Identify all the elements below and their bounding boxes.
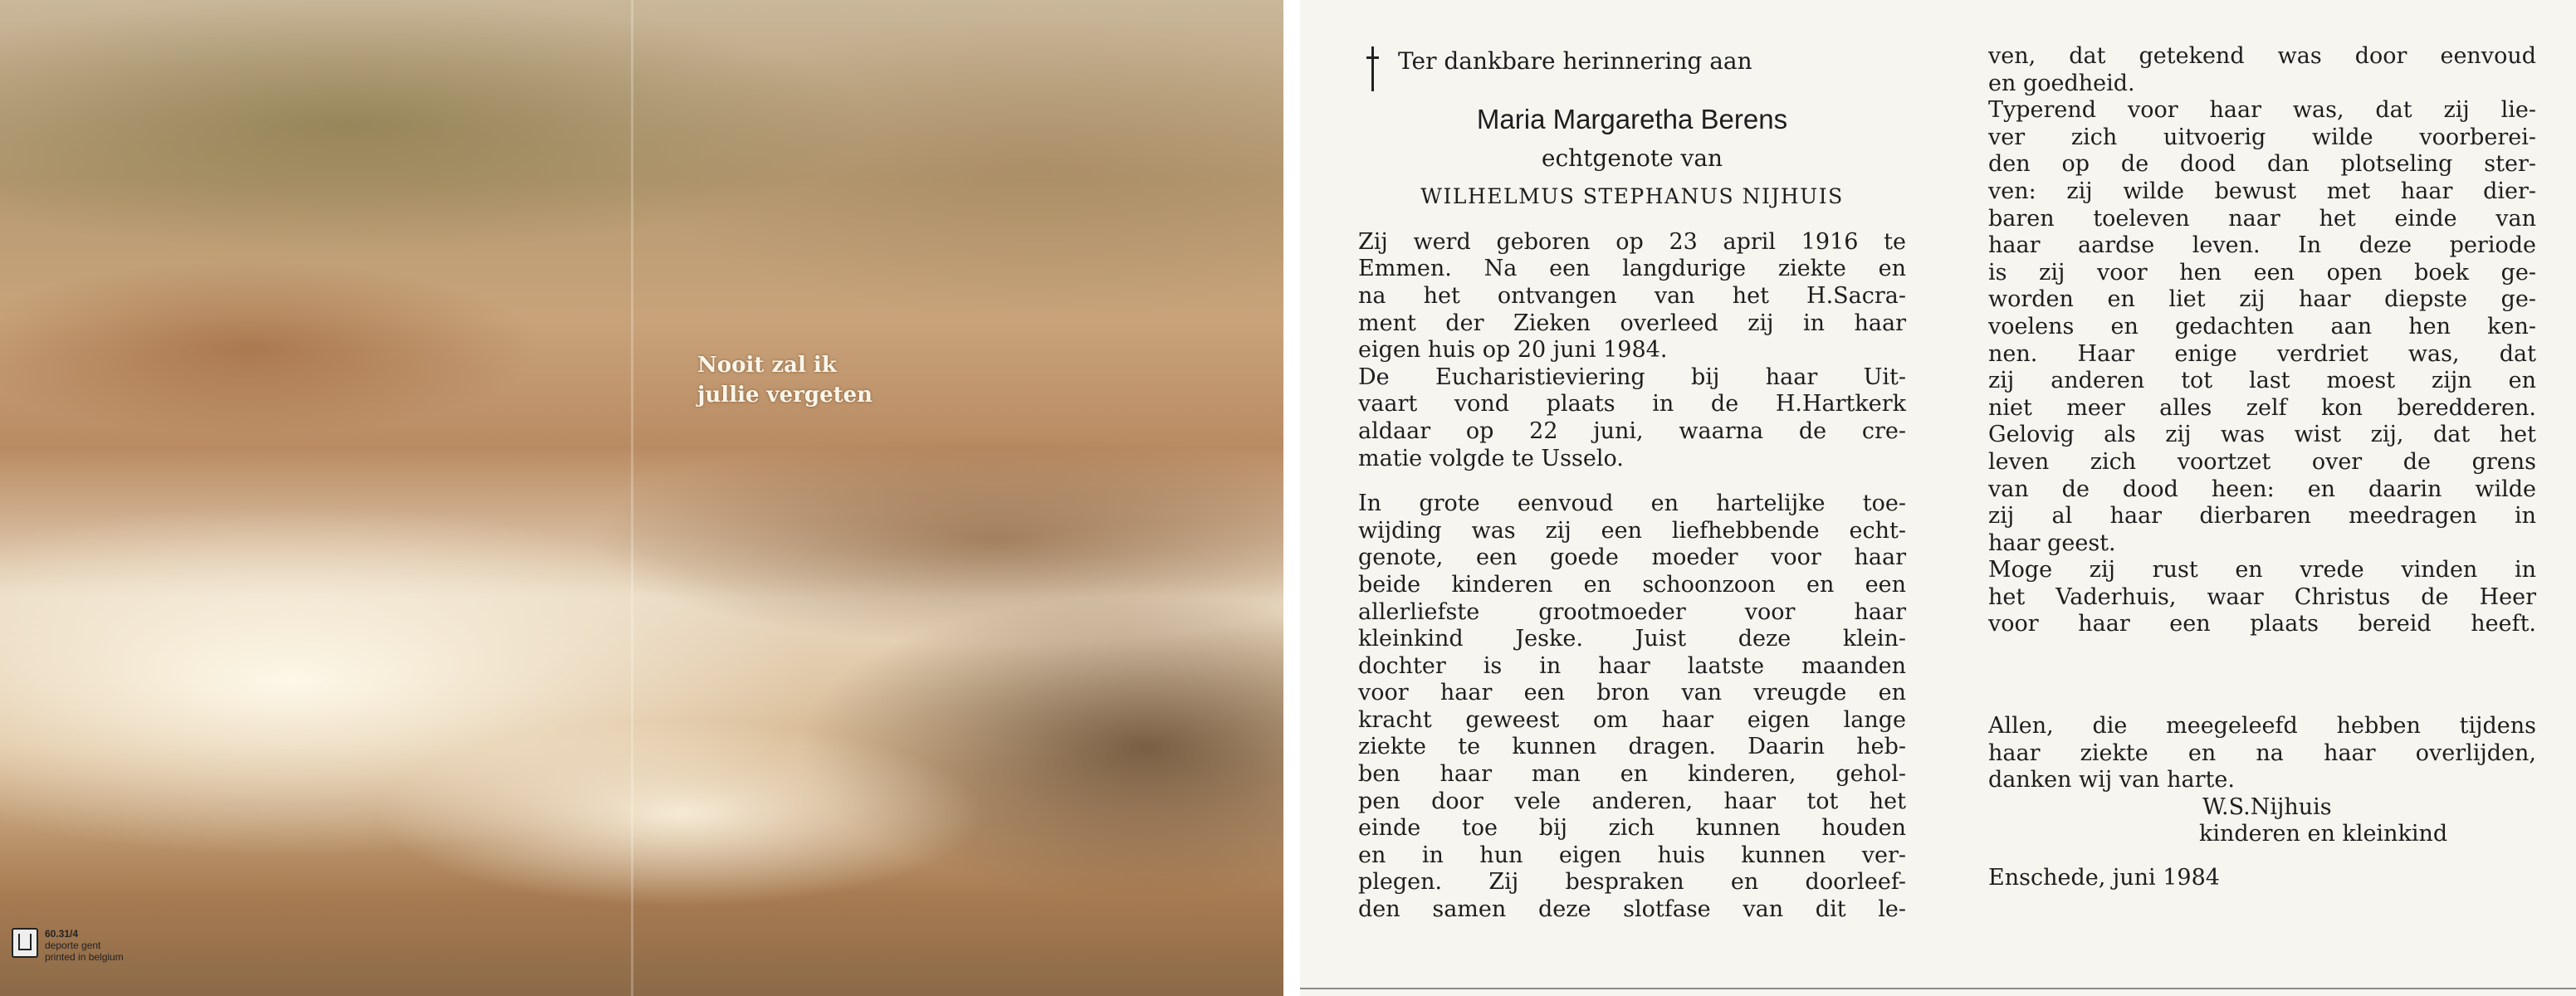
text-line: het Vaderhuis, waar Christus de Heer: [1988, 583, 2536, 610]
text-line: pen door vele anderen, haar tot het: [1358, 788, 1906, 814]
cover-photo: [0, 0, 1283, 996]
text-line: Zij werd geboren op 23 april 1916 te: [1358, 228, 1906, 255]
text-line: eigen huis op 20 juni 1984.: [1358, 337, 1668, 364]
text-line: baren toeleven naar het einde van: [1988, 205, 2536, 232]
text-line: na het ontvangen van het H.Sacra-: [1358, 282, 1906, 309]
printer-line: deporte gent: [45, 940, 101, 951]
printer-code: 60.31/4: [45, 928, 79, 940]
text-line: leven zich voortzet over de grens: [1988, 448, 2536, 475]
text-line: Moge zij rust en vrede vinden in: [1988, 557, 2536, 583]
text-line: ven: zij wilde bewust met haar dier-: [1988, 178, 2536, 204]
text-line: haar geest.: [1988, 530, 2116, 556]
signature-block: [1988, 794, 2536, 848]
spouse-label: echtgenote van: [1541, 144, 1723, 172]
text-line: zij al haar dierbaren meedragen in: [1988, 503, 2536, 530]
text-line: danken wij van harte.: [1988, 767, 2235, 793]
text-line: dochter is in haar laatste maanden: [1358, 652, 1906, 679]
card-fold: [631, 0, 633, 996]
biography-paragraph: [1358, 229, 1906, 472]
text-line: In grote eenvoud en hartelijke toe-: [1358, 491, 1906, 517]
page-gap: [1283, 0, 1300, 996]
signature-line: W.S.Nijhuis: [2202, 793, 2332, 820]
deceased-name: Maria Margaretha Berens: [1476, 104, 1788, 134]
tribute-paragraph: [1358, 491, 1906, 924]
text-line: voor haar een bron van vreugde en: [1358, 680, 1906, 706]
text-line: van de dood heen: en daarin wilde: [1988, 476, 2536, 502]
text-line: worden en liet zij haar diepste ge-: [1988, 286, 2536, 313]
cross-icon: [1366, 46, 1378, 91]
printer-info: [45, 928, 124, 963]
text-line: ben haar man en kinderen, gehol-: [1358, 761, 1906, 788]
cover-caption-line: Nooit zal ik: [697, 353, 837, 378]
text-line: Gelovig als zij was wist zij, dat het: [1988, 422, 2536, 448]
text-line: ven, dat getekend was door eenvoud: [1988, 43, 2536, 69]
text-line: voor haar een plaats bereid heeft.: [1988, 611, 2536, 637]
text-line: ment der Zieken overleed zij in haar: [1358, 310, 1906, 336]
text-line: beide kinderen en schoonzoon en een: [1358, 571, 1906, 598]
text-line: kracht geweest om haar eigen lange: [1358, 706, 1906, 733]
left-text-column: [1358, 42, 1906, 924]
printer-logo-icon: [12, 928, 38, 958]
text-line: genote, een goede moeder voor haar: [1358, 544, 1906, 571]
text-line: Allen, die meegeleefd hebben tijdens: [1988, 713, 2536, 740]
text-line: den op de dood dan plotseling ster-: [1988, 151, 2536, 178]
printer-mark: [12, 928, 124, 963]
printer-line: printed in belgium: [45, 951, 124, 963]
text-line: is zij voor hen een open boek ge-: [1988, 259, 2536, 286]
text-line: plegen. Zij bespraken en doorleef-: [1358, 869, 1906, 896]
text-line: ziekte te kunnen dragen. Daarin heb-: [1358, 734, 1906, 760]
place-date: Enschede, juni 1984: [1988, 865, 2220, 891]
text-line: en goedheid.: [1988, 70, 2135, 96]
text-line: voelens en gedachten aan hen ken-: [1988, 313, 2536, 339]
text-line: matie volgde te Usselo.: [1358, 445, 1624, 471]
right-text-column: [1988, 43, 2536, 892]
text-line: De Eucharistieviering bij haar Uit-: [1358, 364, 1906, 390]
text-line: niet meer alles zelf kon beredderen.: [1988, 394, 2536, 421]
spouse-name: WILHELMUS STEPHANUS NIJHUIS: [1420, 184, 1844, 209]
page-edge: [1300, 988, 2576, 989]
text-line: einde toe bij zich kunnen houden: [1358, 815, 1906, 842]
text-line: aldaar op 22 juni, waarna de cre-: [1358, 417, 1906, 444]
text-line: den samen deze slotfase van dit le-: [1358, 896, 1906, 923]
text-line: Emmen. Na een langdurige ziekte en: [1358, 256, 1906, 282]
text-line: haar ziekte en na haar overlijden,: [1988, 740, 2536, 766]
text-line: allerliefste grootmoeder voor haar: [1358, 598, 1906, 625]
text-line: nen. Haar enige verdriet was, dat: [1988, 340, 2536, 367]
text-line: ver zich uitvoerig wilde voorberei-: [1988, 124, 2536, 150]
cover-caption-line: jullie vergeten: [697, 383, 873, 408]
text-line: en in hun eigen huis kunnen ver-: [1358, 842, 1906, 868]
intro-text: Ter dankbare herinnering aan: [1398, 47, 1752, 75]
thanks-paragraph: [1988, 713, 2536, 794]
text-line: vaart vond plaats in de H.Hartkerk: [1358, 391, 1906, 417]
text-line: kleinkind Jeske. Juist deze klein-: [1358, 626, 1906, 652]
reflection-paragraph: [1988, 43, 2536, 638]
text-line: wijding was zij een liefhebbende echt-: [1358, 517, 1906, 544]
signature-line: kinderen en kleinkind: [2199, 821, 2448, 847]
text-line: zij anderen tot last moest zijn en: [1988, 368, 2536, 394]
text-line: Typerend voor haar was, dat zij lie-: [1988, 97, 2536, 124]
cover-caption: [697, 350, 873, 410]
text-line: haar aardse leven. In deze periode: [1988, 232, 2536, 259]
intro-row: [1358, 42, 1906, 91]
